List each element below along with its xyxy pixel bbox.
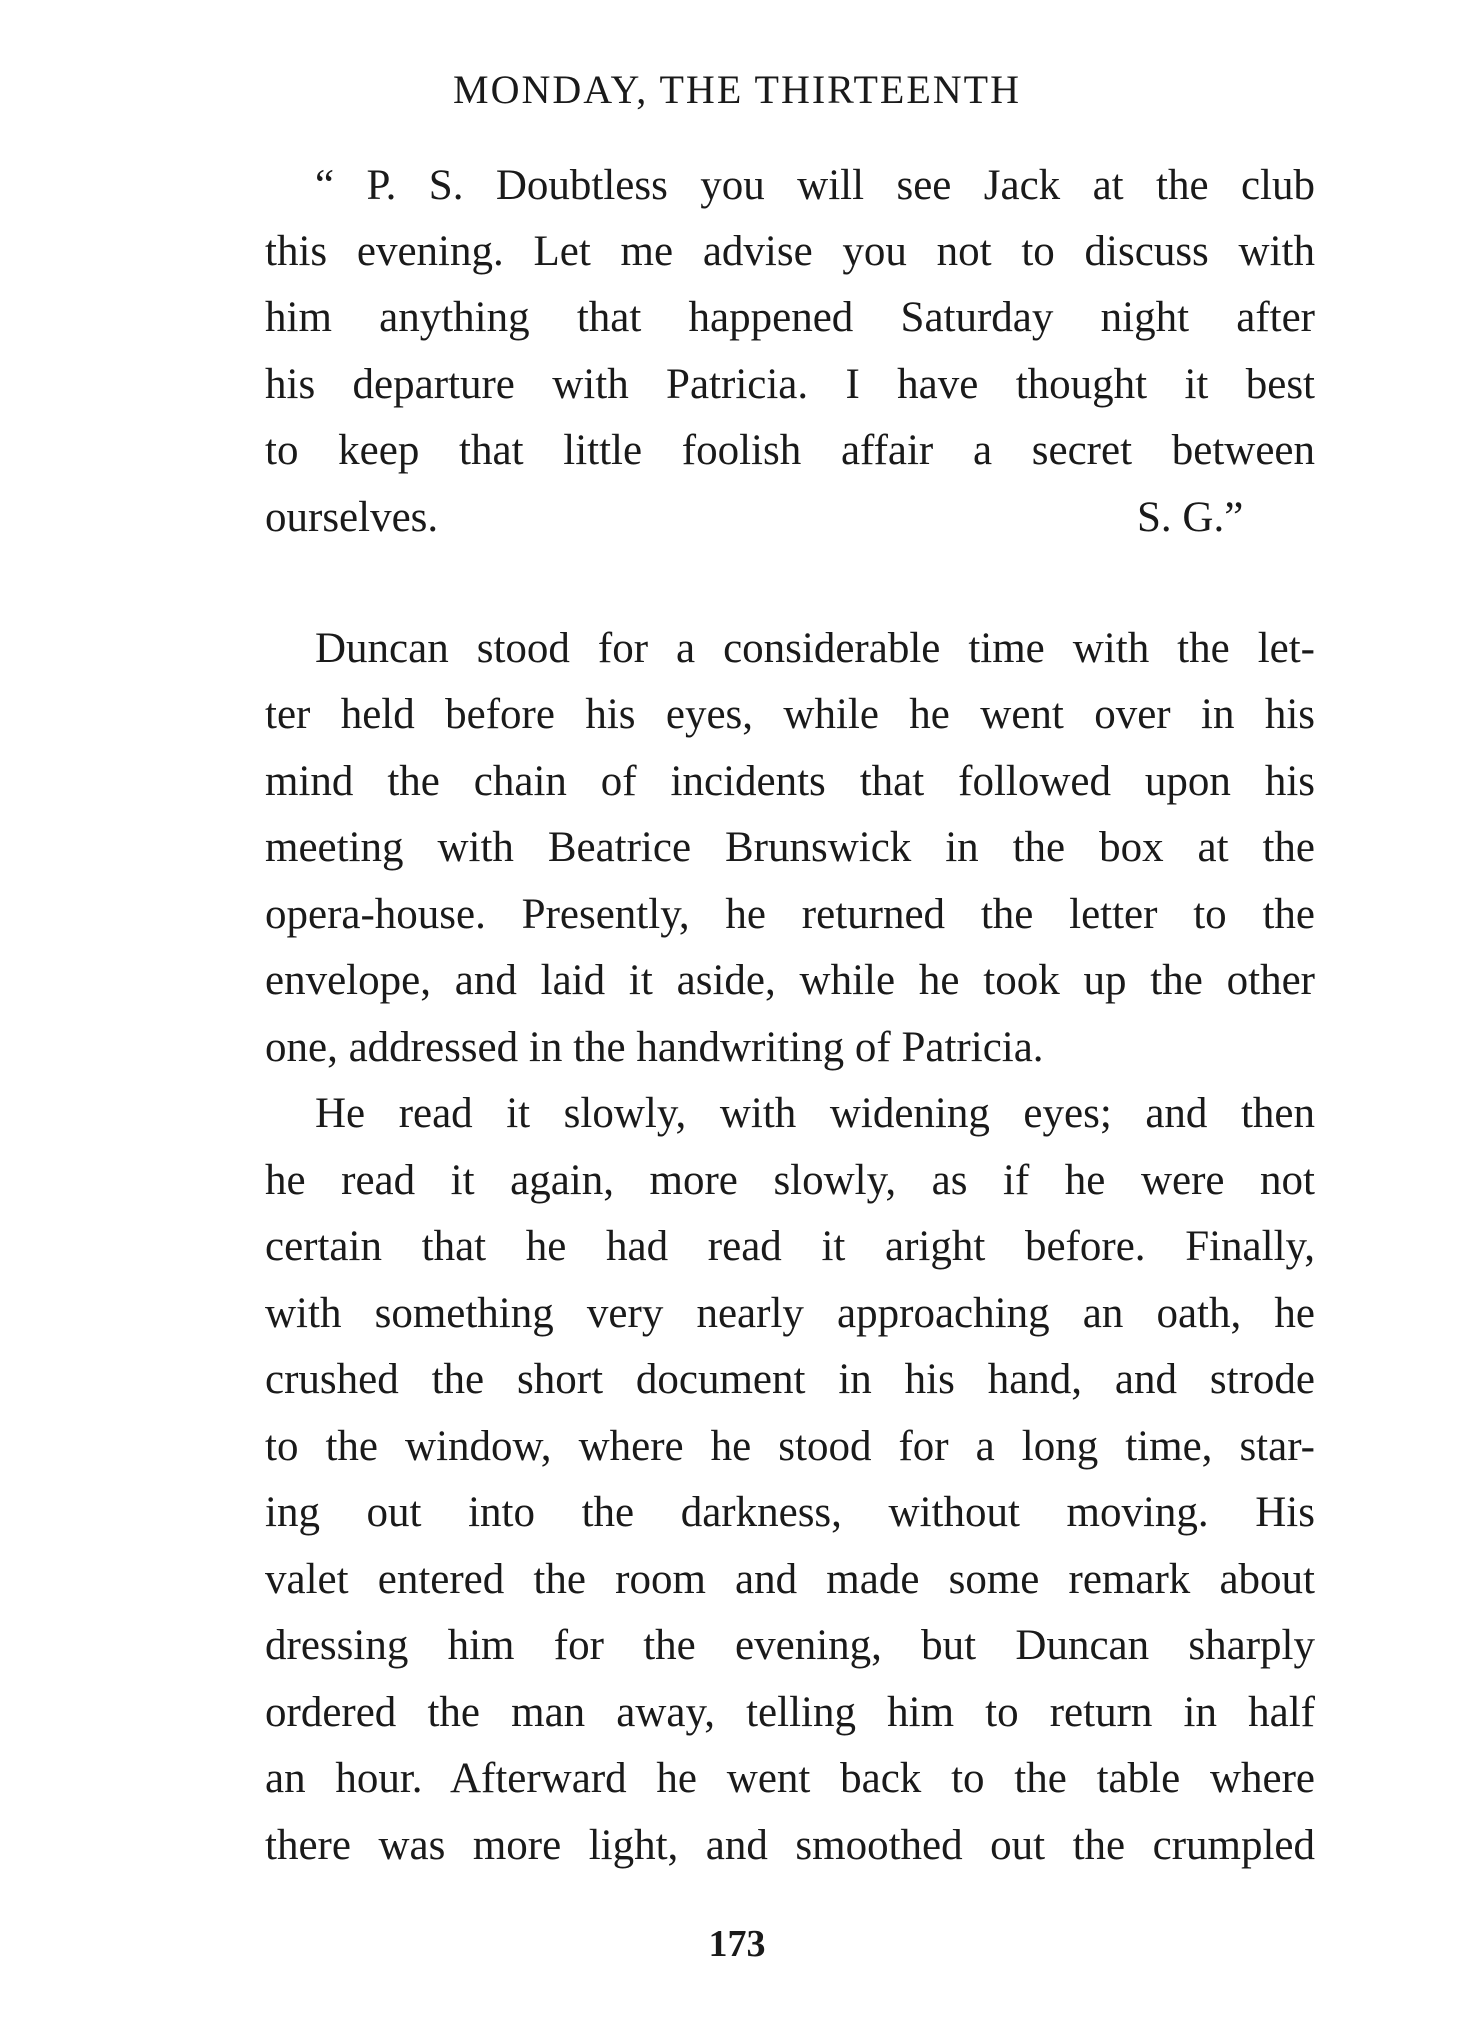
paragraph-line: to the window, where he stood for a long time, star- bbox=[265, 1423, 1315, 1470]
postscript-line: “ P. S. Doubtless you will see Jack at the club bbox=[315, 162, 1315, 209]
paragraph-line: there was more light, and smoothed out the crumpled bbox=[265, 1822, 1315, 1869]
postscript-line: him anything that happened Saturday night after bbox=[265, 294, 1315, 341]
paragraph-line: meeting with Beatrice Brunswick in the box at the bbox=[265, 824, 1315, 871]
page-number: 173 bbox=[708, 1923, 766, 1965]
paragraph-line: an hour. Afterward he went back to the table where bbox=[265, 1755, 1315, 1802]
paragraph-line: opera-house. Presently, he returned the letter to the bbox=[265, 891, 1315, 938]
paragraph-line: he read it again, more slowly, as if he were not bbox=[265, 1157, 1315, 1204]
paragraph-line: certain that he had read it aright before. Finally, bbox=[265, 1223, 1315, 1270]
paragraph-line: ordered the man away, telling him to return in half bbox=[265, 1689, 1315, 1736]
paragraph-line: valet entered the room and made some remark about bbox=[265, 1556, 1315, 1603]
paragraph-line: with something very nearly approaching an oath, he bbox=[265, 1290, 1315, 1337]
postscript-line: to keep that little foolish affair a secret between bbox=[265, 427, 1315, 474]
postscript-line: this evening. Let me advise you not to discuss with bbox=[265, 228, 1315, 275]
paragraph-line: mind the chain of incidents that followed upon his bbox=[265, 758, 1315, 805]
paragraph-line: crushed the short document in his hand, and strode bbox=[265, 1356, 1315, 1403]
postscript-signature: S. G.” bbox=[1137, 494, 1244, 541]
paragraph-line: Duncan stood for a considerable time with the let- bbox=[315, 625, 1315, 672]
postscript-line: his departure with Patricia. I have thought it best bbox=[265, 361, 1315, 408]
running-head: MONDAY, THE THIRTEENTH bbox=[453, 67, 1021, 112]
postscript-final-word: ourselves. bbox=[265, 494, 439, 541]
paragraph-line: ter held before his eyes, while he went over in his bbox=[265, 691, 1315, 738]
paragraph-line: one, addressed in the handwriting of Patricia. bbox=[265, 1024, 1044, 1071]
paragraph-line: dressing him for the evening, but Duncan sharply bbox=[265, 1622, 1315, 1669]
paragraph-line: envelope, and laid it aside, while he took up the other bbox=[265, 957, 1315, 1004]
paragraph-line: He read it slowly, with widening eyes; and then bbox=[315, 1090, 1315, 1137]
paragraph-line: ing out into the darkness, without moving. His bbox=[265, 1489, 1315, 1536]
